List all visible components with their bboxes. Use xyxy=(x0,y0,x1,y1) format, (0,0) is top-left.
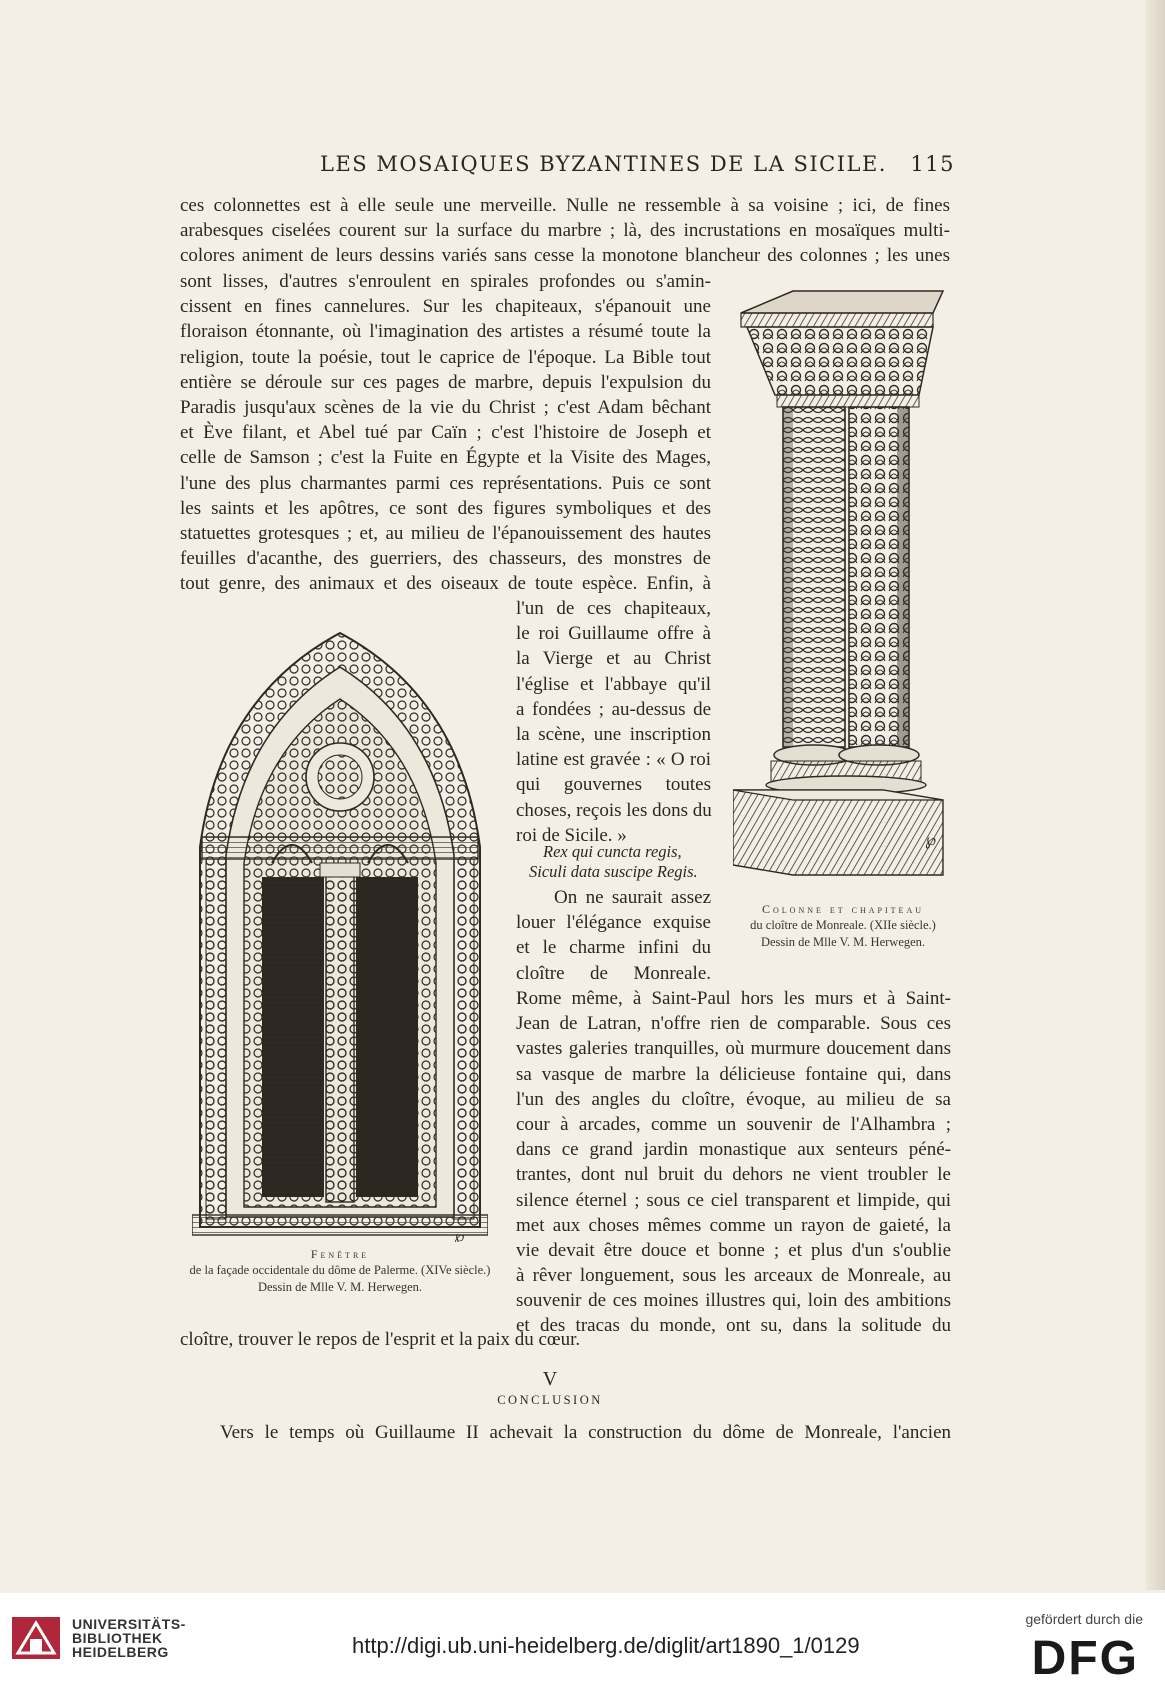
text-line: religion, toute la poésie, tout le caprice de l'époque. La Bible tout xyxy=(180,346,711,368)
quote-line: Rex qui cuncta regis, xyxy=(543,842,682,861)
text-line: Rome même, à Saint-Paul hors les murs et à Saint- xyxy=(516,988,951,1009)
text-line: feuilles d'acanthe, des guerriers, des chasseurs, des monstres de xyxy=(180,548,711,570)
caption-line: du cloître de Monreale. (XIIe siècle.) xyxy=(750,918,936,932)
text-line: vie devait être douce et bonne ; et plus d'un s'oublie xyxy=(516,1239,951,1261)
text-line: statuettes grotesques ; et, au milieu de l'épanouissement des hautes xyxy=(180,522,711,544)
text-line: cour à arcades, comme un souvenir de l'Alhambra ; xyxy=(516,1113,951,1135)
university-name-line: BIBLIOTHEK xyxy=(72,1630,163,1646)
text-line: la Vierge et au Christ xyxy=(516,648,711,670)
caption-title: Fenêtre xyxy=(310,1247,370,1261)
text-line: arabesques ciselées courent sur la surface du marbre ; là, des incrustations en mosaïques multi- xyxy=(180,220,950,242)
paragraph-middle-narrow xyxy=(516,596,711,848)
paragraph-bottom-line: cloître, trouver le repos de l'esprit et la paix du cœur. xyxy=(180,1329,581,1350)
section-title: CONCLUSION xyxy=(497,1393,603,1407)
text-line: colores animent de leurs dessins variés sans cesse la monotone blancheur des colonnes ; les unes xyxy=(180,245,950,267)
running-header xyxy=(180,152,955,180)
university-name xyxy=(72,1617,186,1659)
text-line: floraison étonnante, où l'imagination des artistes a résumé toute la xyxy=(180,321,711,343)
text-line: vastes galeries tranquilles, où murmure doucement dans xyxy=(516,1038,951,1060)
text-line: tout genre, des animaux et des oiseaux de toute espèce. Enfin, à xyxy=(180,573,711,595)
caption-column xyxy=(730,902,956,951)
text-line: louer l'élégance exquise xyxy=(516,912,711,934)
text-line: qui gouvernes toutes xyxy=(516,774,711,796)
text-line: Jean de Latran, n'offre rien de comparable. Sous ces xyxy=(516,1013,951,1035)
svg-text:℘: ℘ xyxy=(454,1227,465,1242)
section-number: V xyxy=(542,1368,558,1390)
text-line: celle de Samson ; c'est la Fuite en Égypte et la Visite des Mages, xyxy=(180,447,711,469)
column-illustration xyxy=(733,285,955,890)
text-line: Paradis jusqu'aux scènes de la vie du Christ ; c'est Adam bêchant xyxy=(180,396,711,418)
text-line: l'un de ces chapiteaux, xyxy=(516,598,711,619)
caption-line: Dessin de Mlle V. M. Herwegen. xyxy=(257,1280,423,1294)
text-line: le roi Guillaume offre à xyxy=(516,623,711,645)
text-line: cissent en fines cannelures. Sur les chapiteaux, s'épanouit une xyxy=(180,296,711,318)
text-line: dans ce grand jardin monastique aux senteurs péné- xyxy=(516,1139,951,1161)
paragraph-top-left xyxy=(180,269,711,596)
text-line: sont lisses, d'autres s'enroulent en spirales profondes ou s'amin- xyxy=(180,271,711,292)
paragraph-after-quote xyxy=(516,885,711,986)
university-name-line: HEIDELBERG xyxy=(72,1644,169,1660)
header-title: LES MOSAIQUES BYZANTINES DE LA SICILE. xyxy=(320,152,887,176)
text-line: l'un des angles du cloître, évoque, au milieu de sa xyxy=(516,1088,951,1110)
text-line: l'église et l'abbaye qu'il xyxy=(516,673,711,695)
text-line: silence éternel ; sous ce ciel transparent et limpide, qui xyxy=(516,1189,951,1211)
university-seal-icon xyxy=(10,1615,62,1661)
text-line: a fondées ; au-dessus de xyxy=(516,698,711,720)
funding-label: gefördert durch die xyxy=(1025,1611,1143,1627)
caption-window xyxy=(180,1247,500,1296)
gothic-window-drawing-icon xyxy=(192,627,488,1242)
text-line: et le charme infini du xyxy=(516,937,711,959)
text-line: et des tracas du monde, ont su, dans la solitude du xyxy=(516,1315,951,1337)
text-line: à rêver longuement, sous les arceaux de Monreale, au xyxy=(516,1265,951,1287)
caption-line: de la façade occidentale du dôme de Palerme. (XIVe siècle.) xyxy=(189,1263,491,1277)
paragraph-right-wide xyxy=(516,986,951,1339)
text-line: cloître de Monreale. xyxy=(516,962,711,984)
column-drawing-icon xyxy=(733,285,955,890)
latin-quote xyxy=(525,842,715,882)
caption-title: Colonne et chapiteau xyxy=(762,902,924,916)
text-line: met aux choses mêmes comme un rayon de gaieté, la xyxy=(516,1214,951,1236)
caption-line: Dessin de Mlle V. M. Herwegen. xyxy=(760,935,926,949)
text-line: ces colonnettes est à elle seule une merveille. Nulle ne ressemble à sa voisine ; ici, de fines xyxy=(180,195,950,216)
text-line: entière se déroule sur ces pages de marbre, depuis l'expulsion du xyxy=(180,371,711,393)
text-line: latine est gravée : « O roi xyxy=(516,749,711,771)
text-line: choses, reçois les dons du xyxy=(516,799,712,821)
permalink-url[interactable]: http://digi.ub.uni-heidelberg.de/diglit/art1890_1/0129 xyxy=(352,1633,860,1658)
page-number: 115 xyxy=(910,152,955,176)
paragraph-top-full xyxy=(180,193,950,269)
text-line: sa vasque de marbre la délicieuse fontaine qui, dans xyxy=(516,1063,951,1085)
window-illustration xyxy=(192,627,488,1242)
svg-text:℘: ℘ xyxy=(925,830,937,849)
page-edge xyxy=(1145,0,1165,1590)
paragraph-conclusion: Vers le temps où Guillaume II achevait la construction du dôme de Monreale, l'ancien xyxy=(220,1422,951,1443)
text-line: et Ève filant, et Abel tué par Caïn ; c'est l'histoire de Joseph et xyxy=(180,422,711,444)
text-line: l'une des plus charmantes parmi ces représentations. Puis ce sont xyxy=(180,472,711,494)
text-line: souvenir de ces moines illustres qui, loin des ambitions xyxy=(516,1290,951,1312)
dfg-logo: DFG xyxy=(1031,1632,1139,1685)
text-line: trantes, dont nul bruit du dehors ne vient troubler le xyxy=(516,1164,951,1186)
digitization-footer xyxy=(0,1593,1165,1705)
text-line: On ne saurait assez xyxy=(554,887,711,908)
text-line: la scène, une inscription xyxy=(516,723,711,745)
text-line: roi de Sicile. » xyxy=(516,824,627,846)
university-name-line: UNIVERSITÄTS- xyxy=(72,1616,186,1632)
quote-line: Siculi data suscipe Regis. xyxy=(529,862,698,881)
text-line: les saints et les apôtres, ce sont des figures symboliques et des xyxy=(180,497,711,519)
